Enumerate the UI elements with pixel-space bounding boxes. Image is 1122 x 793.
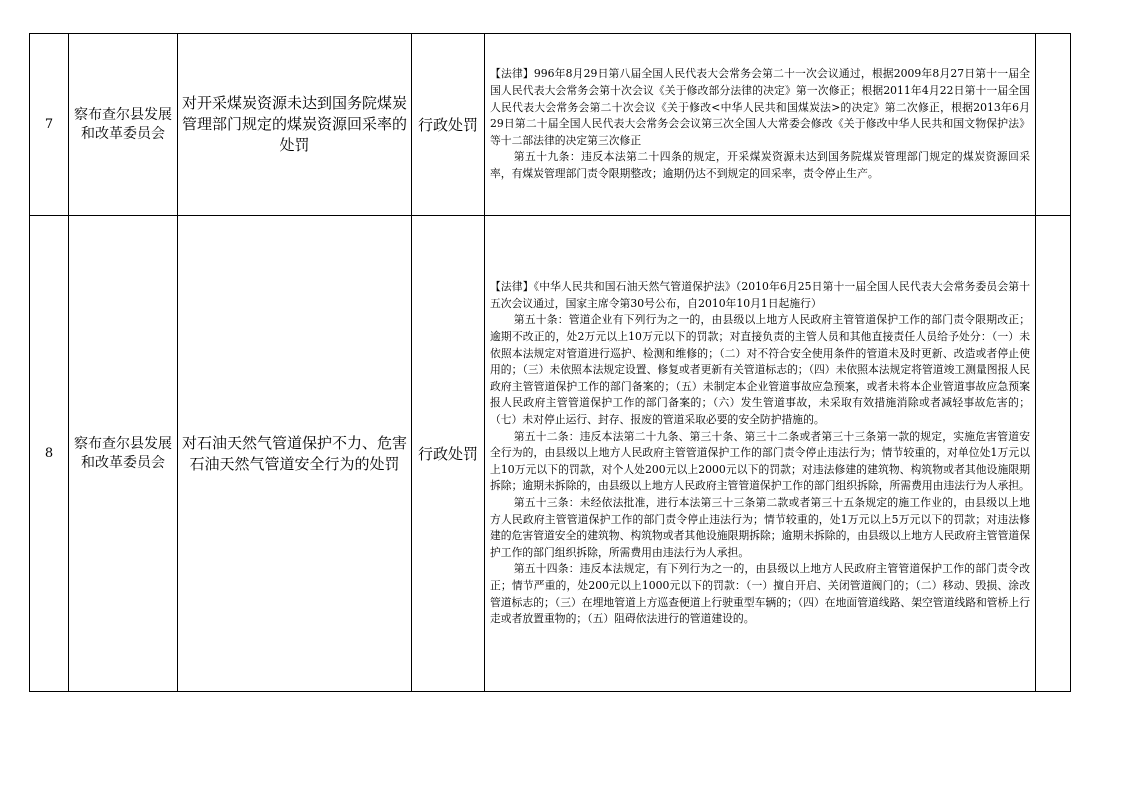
basis-paragraph: 【法律】996年8月29日第八届全国人民代表大会常务会第二十一次会议通过，根据2009年8月27日第十一届全国人民代表大会常务会第十次会议《关于修改部分法律的决定》第一次修正；根据2011年4月22日第十一届全国人民代表大会常务会第二十次会议《关于修改<中华人民共和国煤炭法>的决定》第二次修正，根据2013年6月29日第二十届全国人民代表大会常务会会议第三次全国人大常委会修改《关于修改中华人民共和国文物保护法》等十二部法律的决定第三次修正 [490, 67, 1030, 147]
basis-paragraph: 第五十四条：违反本法规定，有下列行为之一的，由县级以上地方人民政府主管管道保护工作的部门责令改正；情节严重的，处200元以上1000元以下的罚款：（一）擅自开启、关闭管道阀门的；（二）移动、毁损、涂改管道标志的；（三）在埋地管道上方巡查便道上行驶重型车辆的；（四）在地面管道线路、架空管道线路和管桥上行走或者放置重物的；（五）阻碍依法进行的管道建设的。 [490, 562, 1030, 626]
basis-paragraph: 【法律】《中华人民共和国石油天然气管道保护法》（2010年6月25日第十一届全国人民代表大会常务委员会第十五次会议通过，国家主席令第30号公布，自2010年10月1日起施行） [490, 280, 1030, 310]
empty-cell [1036, 34, 1071, 216]
implementing-agency: 察布查尔县发展和改革委员会 [69, 216, 178, 692]
basis-paragraph: 第五十二条：违反本法第二十九条、第三十条、第三十二条或者第三十三条第一款的规定，实施危害管道安全行为的，由县级以上地方人民政府主管管道保护工作的部门责令停止违法行为；情节较重的，对单位处1万元以上10万元以下的罚款，对个人处200元以上2000元以下的罚款；对违法修建的建筑物、构筑物或者其他设施限期拆除；逾期未拆除的，由县级以上地方人民政府主管管道保护工作的部门组织拆除，所需费用由违法行为人承担。 [490, 429, 1030, 493]
implementing-agency: 察布查尔县发展和改革委员会 [69, 34, 178, 216]
table-row [30, 216, 1071, 692]
basis-paragraph: 第五十三条：未经依法批准，进行本法第三十三条第二款或者第三十五条规定的施工作业的，由县级以上地方人民政府主管管道保护工作的部门责令停止违法行为；情节较重的，处1万元以上5万元以下的罚款；对违法修建的危害管道安全的建筑物、构筑物或者其他设施限期拆除；逾期未拆除的，由县级以上地方人民政府主管管道保护工作的部门组织拆除，所需费用由违法行为人承担。 [490, 495, 1030, 559]
table-row [30, 34, 1071, 216]
basis-paragraph: 第五十条：管道企业有下列行为之一的，由县级以上地方人民政府主管管道保护工作的部门责令限期改正；逾期不改正的，处2万元以上10万元以下的罚款；对直接负责的主管人员和其他直接责任人员给予处分：（一）未依照本法规定对管道进行巡护、检测和维修的；（二）对不符合安全使用条件的管道未及时更新、改造或者停止使用的；（三）未依照本法规定设置、修复或者更新有关管道标志的；（四）未依照本法规定将管道竣工测量图报人民政府主管管道保护工作的部门备案的；（五）未制定本企业管道事故应急预案，或者未将本企业管道事故应急预案报人民政府主管管道保护工作的部门备案的；（六）发生管道事故，未采取有效措施消除或者减轻事故危害的；（七）未对停止运行、封存、报废的管道采取必要的安全防护措施的。 [490, 313, 1030, 427]
power-type: 行政处罚 [412, 216, 485, 692]
penalty-item-name: 对石油天然气管道保护不力、危害石油天然气管道安全行为的处罚 [178, 216, 412, 692]
penalty-item-name: 对开采煤炭资源未达到国务院煤炭管理部门规定的煤炭资源回采率的处罚 [178, 34, 412, 216]
empty-cell [1036, 216, 1071, 692]
legal-basis [485, 216, 1036, 692]
row-number: 7 [30, 34, 69, 216]
row-number: 8 [30, 216, 69, 692]
basis-paragraph: 第五十九条：违反本法第二十四条的规定，开采煤炭资源未达到国务院煤炭管理部门规定的煤炭资源回采率，有煤炭管理部门责令限期整改；逾期仍达不到规定的回采率，责令停止生产。 [490, 150, 1030, 180]
penalty-table [29, 33, 1071, 692]
legal-basis [485, 34, 1036, 216]
power-type: 行政处罚 [412, 34, 485, 216]
